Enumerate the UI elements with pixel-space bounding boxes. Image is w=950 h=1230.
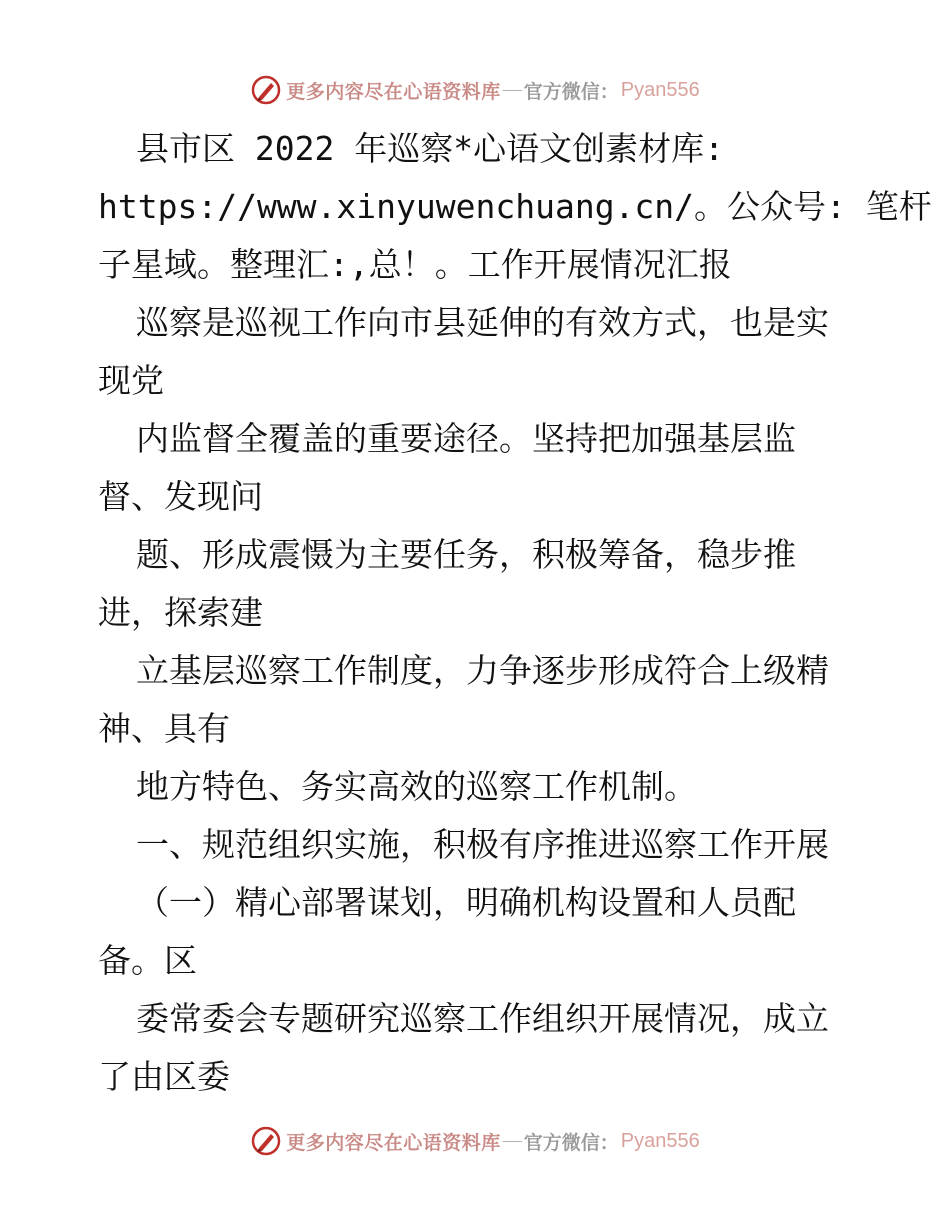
header-banner [0,70,950,110]
wechat-id: Pyan556 [620,78,700,101]
text-line: （一）精心部署谋划，明确机构设置和人员配 [136,883,796,922]
document-body [98,120,932,1106]
text-line: 巡察是巡视工作向市县延伸的有效方式，也是实 [136,303,829,342]
text-line: 督、发现问 [98,477,263,516]
text-line: 地方特色、务实高效的巡察工作机制。 [136,767,697,806]
wechat-label: 官方微信： [523,80,619,103]
text-line: https://www.xinyuwenchuang.cn/。公众号: 笔杆 [98,187,932,226]
text-line: 委常委会专题研究巡察工作组织开展情况，成立 [136,999,829,1038]
footer-banner [0,1121,950,1161]
text-line: 立基层巡察工作制度，力争逐步形成符合上级精 [136,651,829,690]
text-line: 子星域。整理汇:,总！。工作开展情况汇报 [98,245,732,284]
text-line: 进，探索建 [98,593,263,632]
text-line: 内监督全覆盖的重要途径。坚持把加强基层监 [136,419,796,458]
text-line: 了由区委 [98,1057,230,1096]
wechat-label: 官方微信： [523,1131,619,1154]
banner-dash: — [502,1130,522,1151]
pen-logo-icon [250,74,282,106]
text-line: 备。区 [98,941,197,980]
banner-title: 更多内容尽在心语资料库 [286,1131,501,1154]
text-line: 题、形成震慑为主要任务，积极筹备，稳步推 [136,535,796,574]
text-line: 现党 [98,361,164,400]
wechat-id: Pyan556 [620,1129,700,1152]
banner-title: 更多内容尽在心语资料库 [286,80,501,103]
banner-dash: — [502,79,522,100]
pen-logo-icon [250,1125,282,1157]
text-line: 县市区 2022 年巡察*心语文创素材库: [136,129,724,168]
text-line: 神、具有 [98,709,230,748]
text-line: 一、规范组织实施，积极有序推进巡察工作开展 [136,825,829,864]
